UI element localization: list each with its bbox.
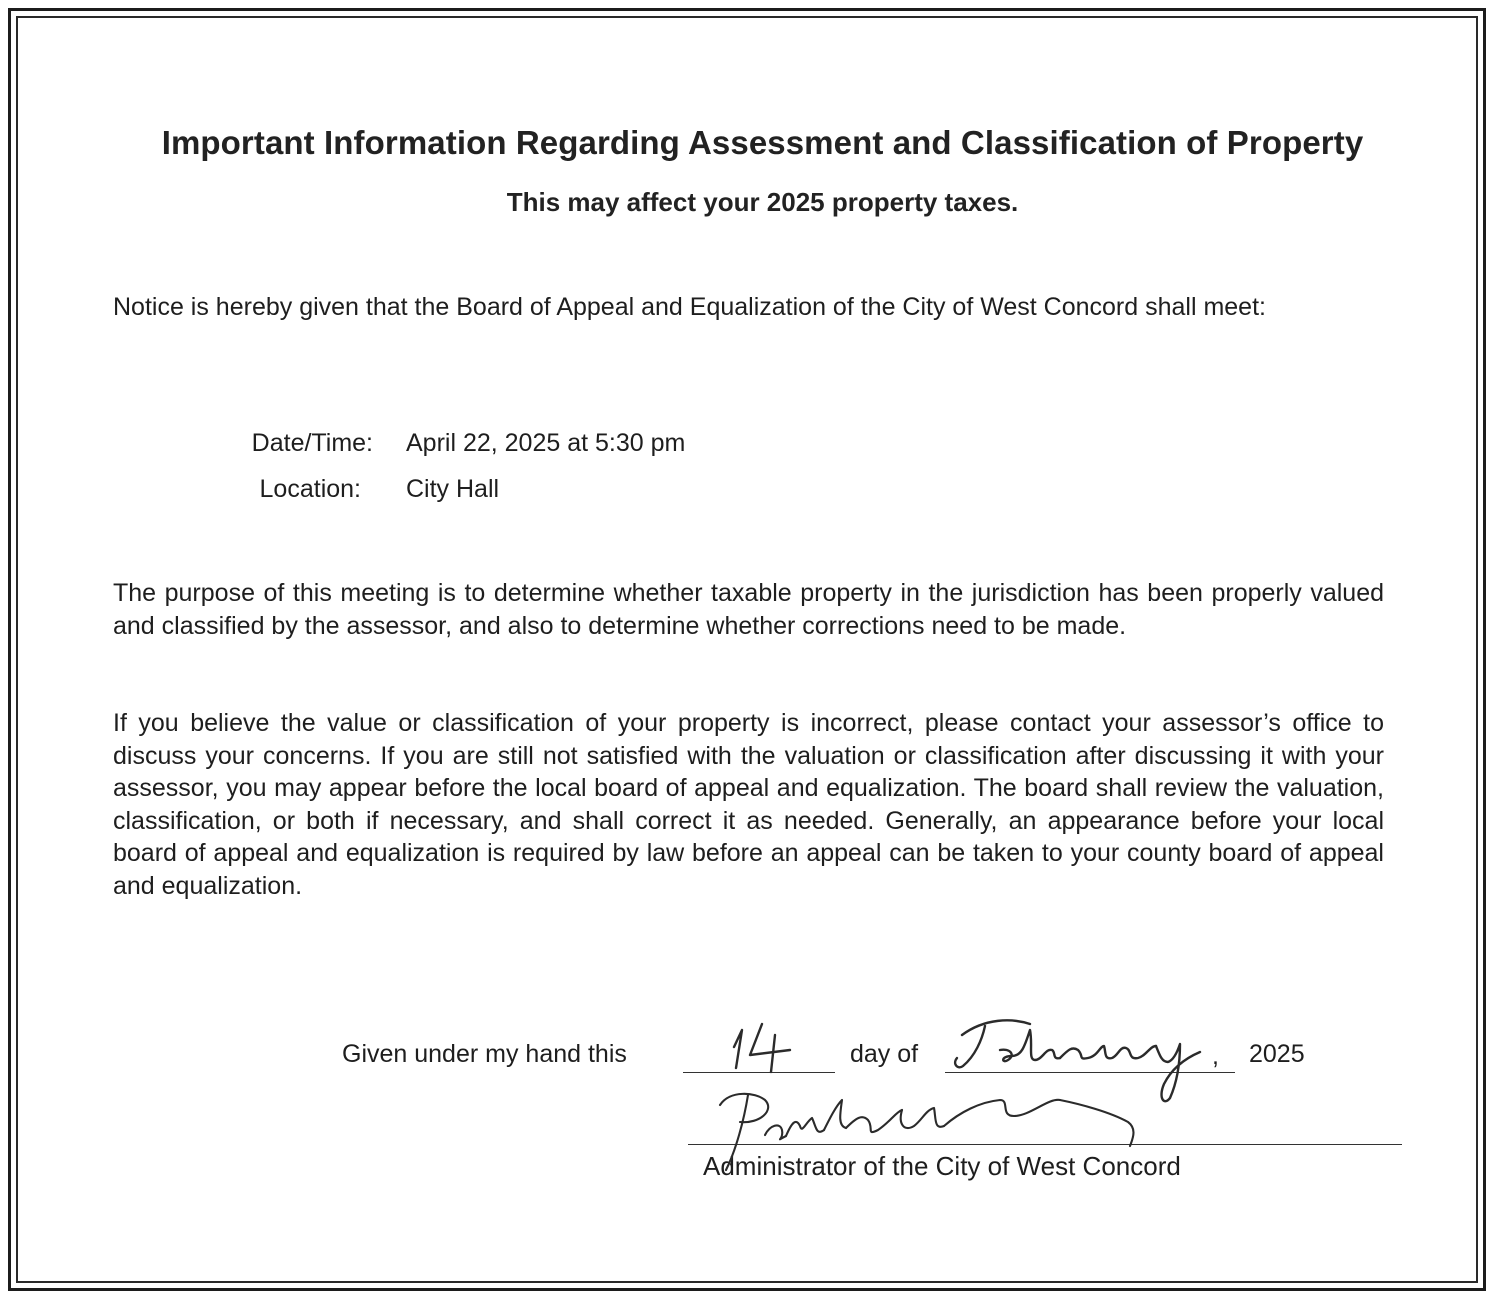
notice-subtitle: This may affect your 2025 property taxes.: [506, 187, 1019, 217]
signer-title: Administrator of the City of West Concord: [703, 1151, 1181, 1181]
location-label: Location:: [259, 475, 361, 503]
handwritten-signature: [720, 1094, 1134, 1170]
instructions-paragraph: If you believe the value or classification of your property is incorrect, please contact your assessor’s office to discuss your concerns. If you are still not satisfied with the valuation or classification after discussing it with your assessor, you may appear before the local board of appeal and equalization. The board shall review the valuation, classification, or both if necessary, and shall correct it as needed. Generally, an appearance before your local board of appeal and equalization is required by law before an appeal can be taken to your county board of appeal and equalization.: [113, 709, 1384, 900]
day-of-label: day of: [850, 1040, 919, 1068]
date-time-label: Date/Time:: [251, 429, 373, 457]
handwritten-month: [955, 1020, 1200, 1101]
date-time-value: April 22, 2025 at 5:30 pm: [406, 429, 686, 457]
handwritten-day: [734, 1024, 790, 1072]
intro-paragraph: Notice is hereby given that the Board of Appeal and Equalization of the City of West Concord shall meet:: [113, 293, 1266, 321]
date-comma: ,: [1212, 1042, 1219, 1070]
purpose-paragraph: The purpose of this meeting is to determine whether taxable property in the jurisdiction has been properly valued and classified by the assessor, and also to determine whether corrections need to be made.: [113, 579, 1384, 640]
notice-title: Important Information Regarding Assessment and Classification of Property: [161, 124, 1364, 161]
year-text: 2025: [1249, 1040, 1305, 1068]
given-under-hand-label: Given under my hand this: [342, 1040, 627, 1068]
location-value: City Hall: [406, 475, 500, 503]
